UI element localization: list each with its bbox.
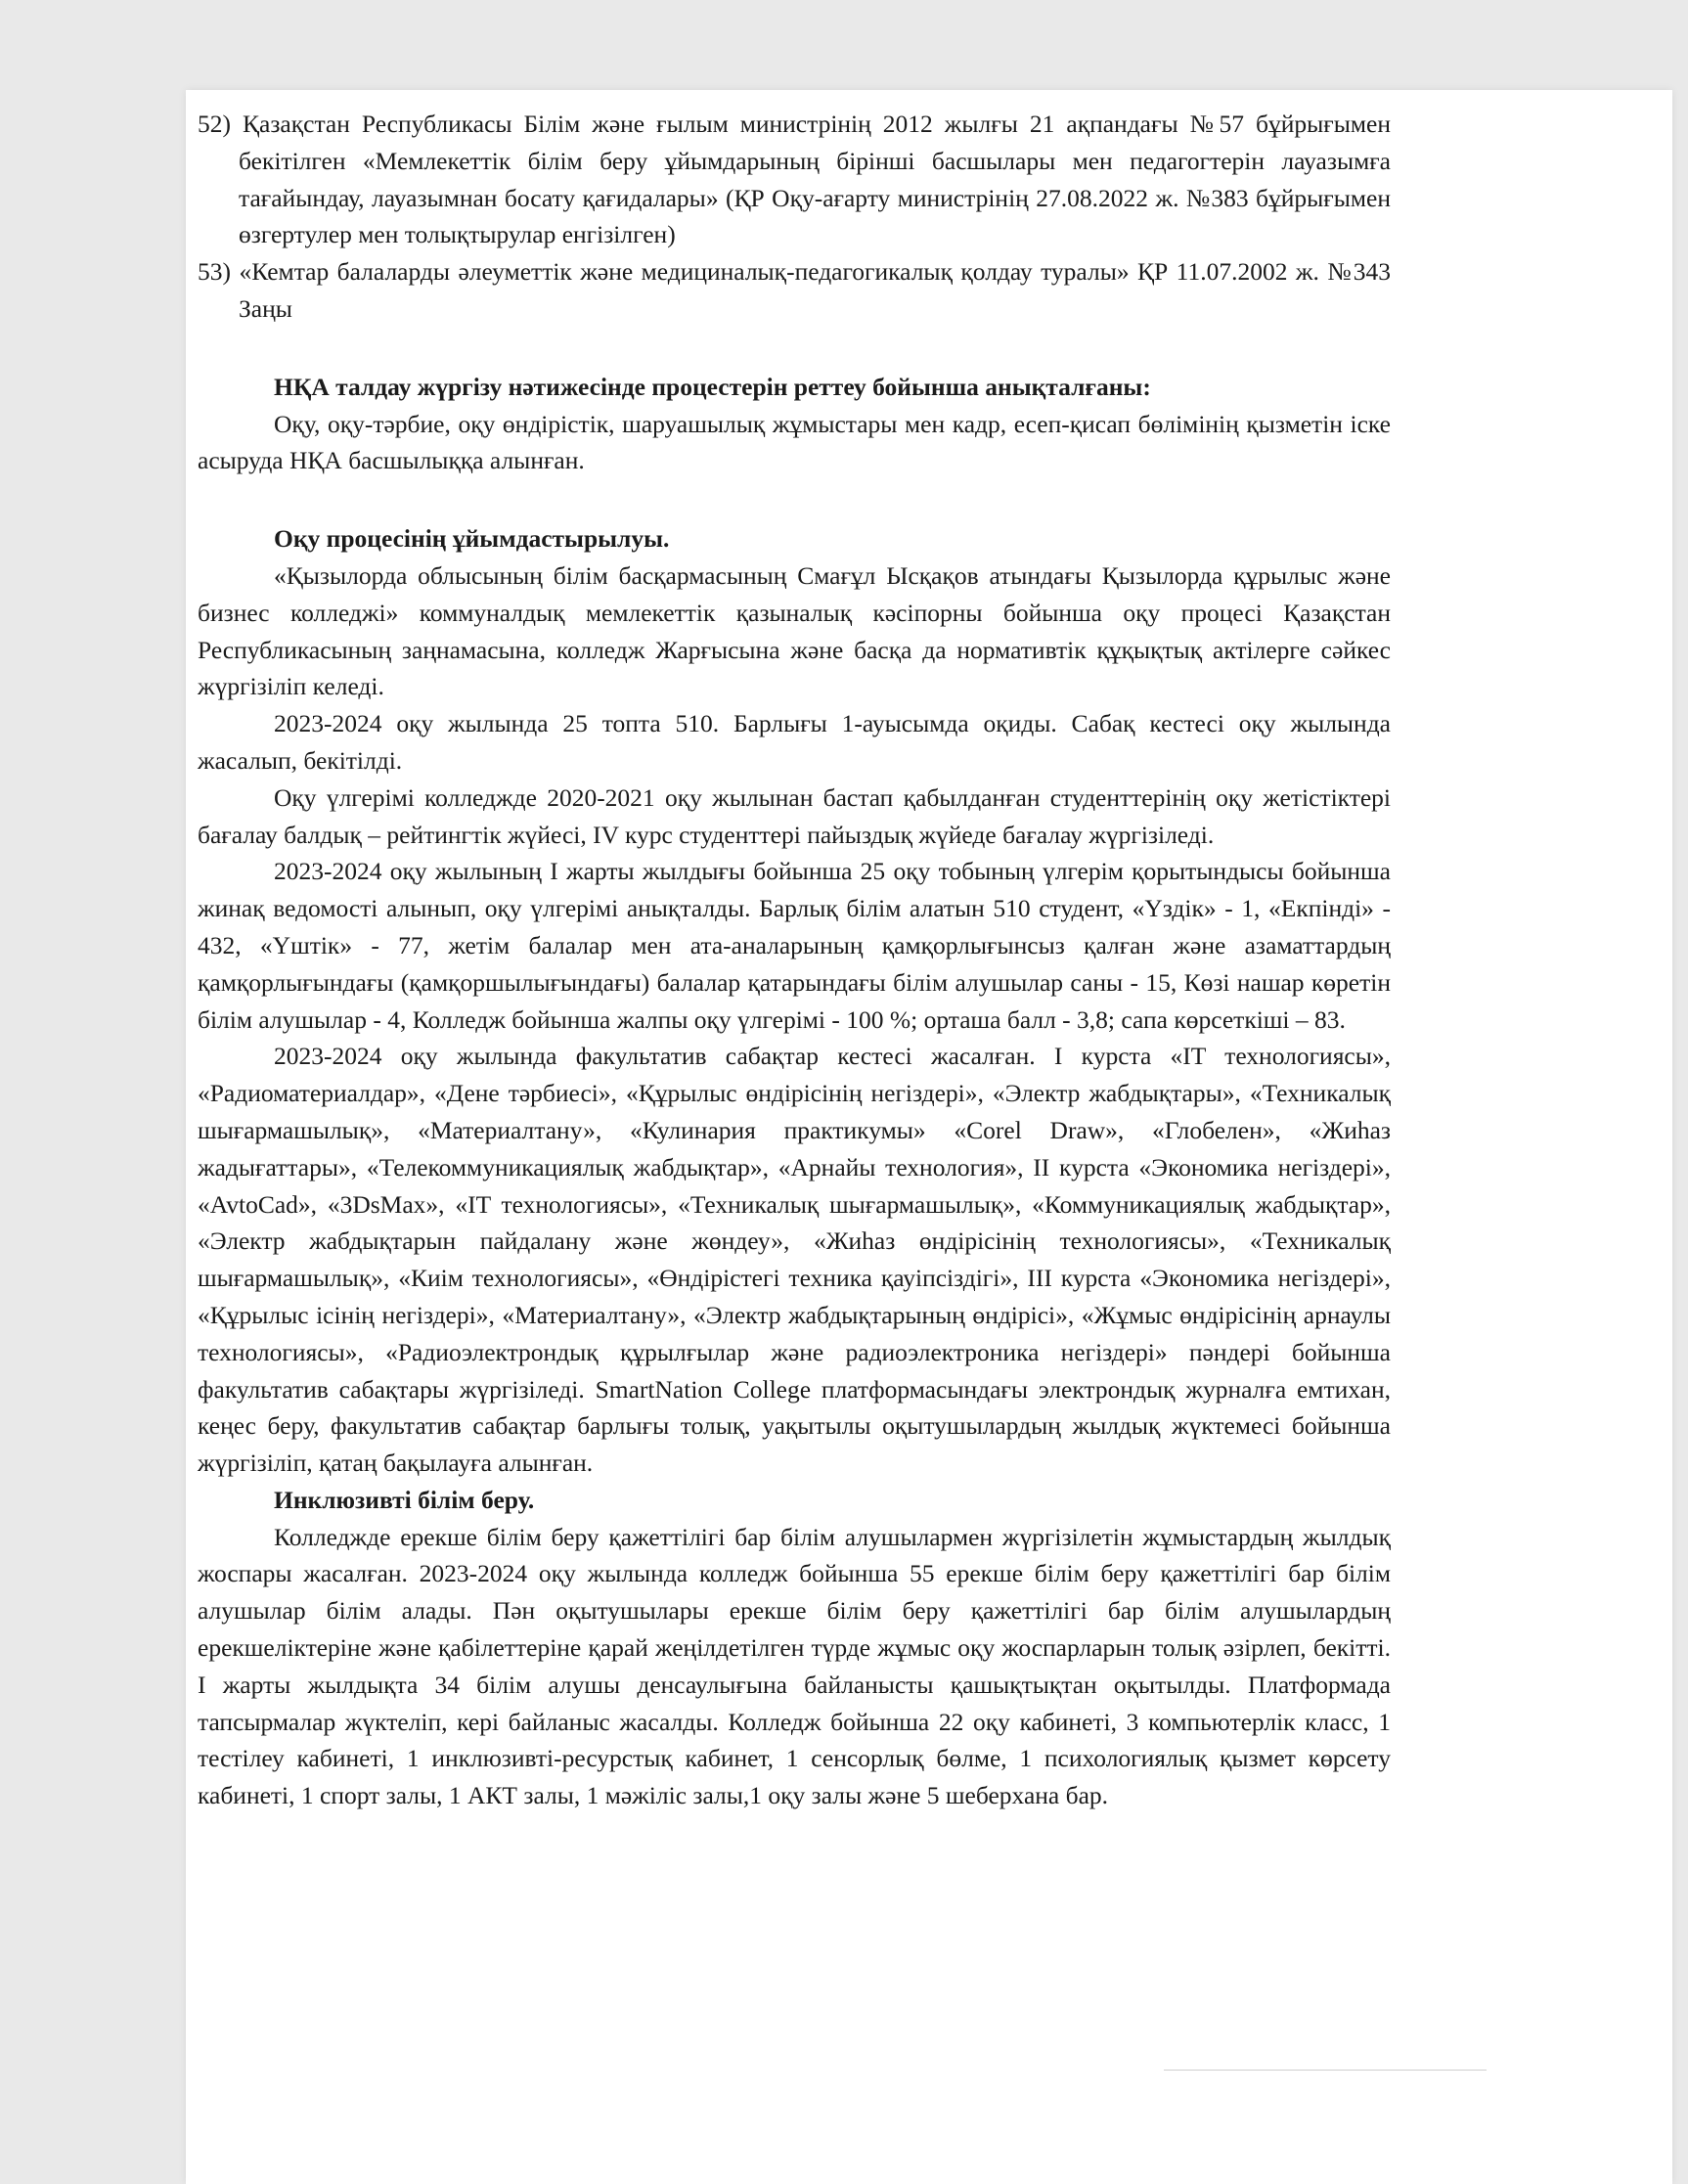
- list-number: 52): [198, 110, 231, 138]
- list-item-52: [198, 106, 1391, 253]
- paragraph: 2023-2024 оқу жылында 25 топта 510. Барлығы 1-ауысымда оқиды. Сабақ кестесі оқу жылында жасалып, бекітілді.: [198, 709, 1391, 775]
- section-heading-inclusive: Инклюзивті білім беру.: [274, 1485, 535, 1514]
- paragraph: Колледжде ерекше білім беру қажеттілігі бар білім алушылармен жүргізілетін жұмыстардың жылдық жоспары жасалған. 2023-2024 оқу жылында колледж бойынша 55 ерекше білім беру қажеттілігі бар білім алушылар білім алады. Пән оқытушылары ерекше білім беру қажеттілігі бар білім алушылардың ерекшеліктеріне және қабілеттеріне қарай жеңілдетілген түрде жұмыс оқу жоспарларын толық әзірлеп, бекітті. I жарты жылдықта 34 білім алушы денсаулығына байланысты қашықтықтан оқытылды. Платформада тапсырмалар жүктеліп, кері байланыс жасалды. Колледж бойынша 22 оқу кабинеті, 3 компьютерлік класс, 1 тестілеу кабинеті, 1 инклюзивті-ресурстық кабинет, 1 сенсорлық бөлме, 1 психологиялық қызмет көрсету кабинеті, 1 спорт залы, 1 АКТ залы, 1 мәжіліс залы,1 оқу залы және 5 шеберхана бар.: [198, 1522, 1391, 1810]
- spacer: [198, 328, 1391, 369]
- list-item-53: [198, 253, 1391, 328]
- section-heading-education-process: Оқу процесінің ұйымдастырылуы.: [274, 524, 670, 554]
- paragraph: 2023-2024 оқу жылында факультатив сабақтар кестесі жасалған. I курста «IT технологиясы», «Радиоматериалдар», «Дене тәрбиесі», «Құрылыс өндірісінің негіздері», «Электр жабдықтары», «Техникалық шығармашылық», «Материалтану», «Кулинария практикумы» «Corel Draw», «Глобелен», «Жиһаз жадығаттары», «Телекоммуникациялық жабдықтар», «Арнайы технология», II курста «Экономика негіздері», «AvtoCad», «3DsMax», «IT технологиясы», «Техникалық шығармашылық», «Коммуникациялық жабдықтар», «Электр жабдықтарын пайдалану және жөндеу», «Жиһаз өндірісінің технологиясы», «Техникалық шығармашылық», «Киім технологиясы», «Өндірістегі техника қауіпсіздігі», III курста «Экономика негіздері», «Құрылыс ісінің негіздері», «Материалтану», «Электр жабдықтарының өндірісі», «Жұмыс өндірісінің арнаулы технологиясы», «Радиоэлектрондық құрылғылар және радиоэлектроника негіздері» пәндері бойынша факультатив сабақтары жүргізіледі. SmartNation College платформасындағы электрондық журналға емтихан, кеңес беру, факультатив сабақтар барлығы толық, уақытылы оқытушылардың жылдық жүктемесі бойынша жүргізіліп, қатаң бақылауға алынған.: [198, 1042, 1391, 1478]
- list-text: Қазақстан Республикасы Білім және ғылым министрінің 2012 жылғы 21 ақпандағы №57 бұйрығымен бекітілген «Мемлекеттік білім беру ұйымдарының бірінші басшылары мен педагогтерін лауазымға тағайындау, лауазымнан босату қағидалары» (ҚР Оқу-ағарту министрінің 27.08.2022 ж. №383 бұйрығымен өзгертулер мен толықтырулар енгізілген): [239, 110, 1392, 249]
- document-body: [198, 106, 1391, 1814]
- paragraph: 2023-2024 оқу жылының I жарты жылдығы бойынша 25 оқу тобының үлгерім қорытындысы бойынша жинақ ведомості алынып, оқу үлгерімі анықталды. Барлық білім алатын 510 студент, «Үздік» - 1, «Екпінді» - 432, «Үштік» - 77, жетім балалар мен ата-аналарының қамқорлығынсыз қалған және азаматтардың қамқорлығындағы (қамқоршылығындағы) балалар қатарындағы білім алушылар саны - 15, Көзі нашар көретін білім алушылар - 4, Колледж бойынша жалпы оқу үлгерімі - 100 %; орташа балл - 3,8; сапа көрсеткіші – 83.: [198, 857, 1391, 1034]
- list-number: 53): [198, 257, 231, 287]
- section-heading-nka: НҚА талдау жүргізу нәтижесінде процестерін реттеу бойынша анықталғаны:: [274, 372, 1151, 401]
- paragraph: «Қызылорда облысының білім басқармасының Смағұл Ысқақов атындағы Қызылорда құрылыс және бизнес колледжі» коммуналдық мемлекеттік қазыналық кәсіпорны бойынша оқу процесі Қазақстан Республикасының заңнамасына, колледж Жарғысына және басқа да нормативтік құқықтық актілерге сәйкес жүргізіліп келеді.: [198, 560, 1391, 701]
- list-text: «Кемтар балаларды әлеуметтік және медициналық-педагогикалық қолдау туралы» ҚР 11.07.2002 ж. №343 Заңы: [239, 257, 1391, 323]
- spacer: [198, 479, 1391, 520]
- divider: [1164, 2070, 1487, 2071]
- paragraph: Оқу, оқу-тәрбие, оқу өндірістік, шаруашылық жұмыстары мен кадр, есеп-қисап бөлімінің қызметін іске асыруда НҚА басшылыққа алынған.: [198, 409, 1391, 475]
- paragraph: Оқу үлгерімі колледжде 2020-2021 оқу жылынан бастап қабылданған студенттерінің оқу жетістіктері бағалау балдық – рейтингтік жүйесі, IV курс студенттері пайыздық жүйеде бағалау жүргізіледі.: [198, 782, 1391, 849]
